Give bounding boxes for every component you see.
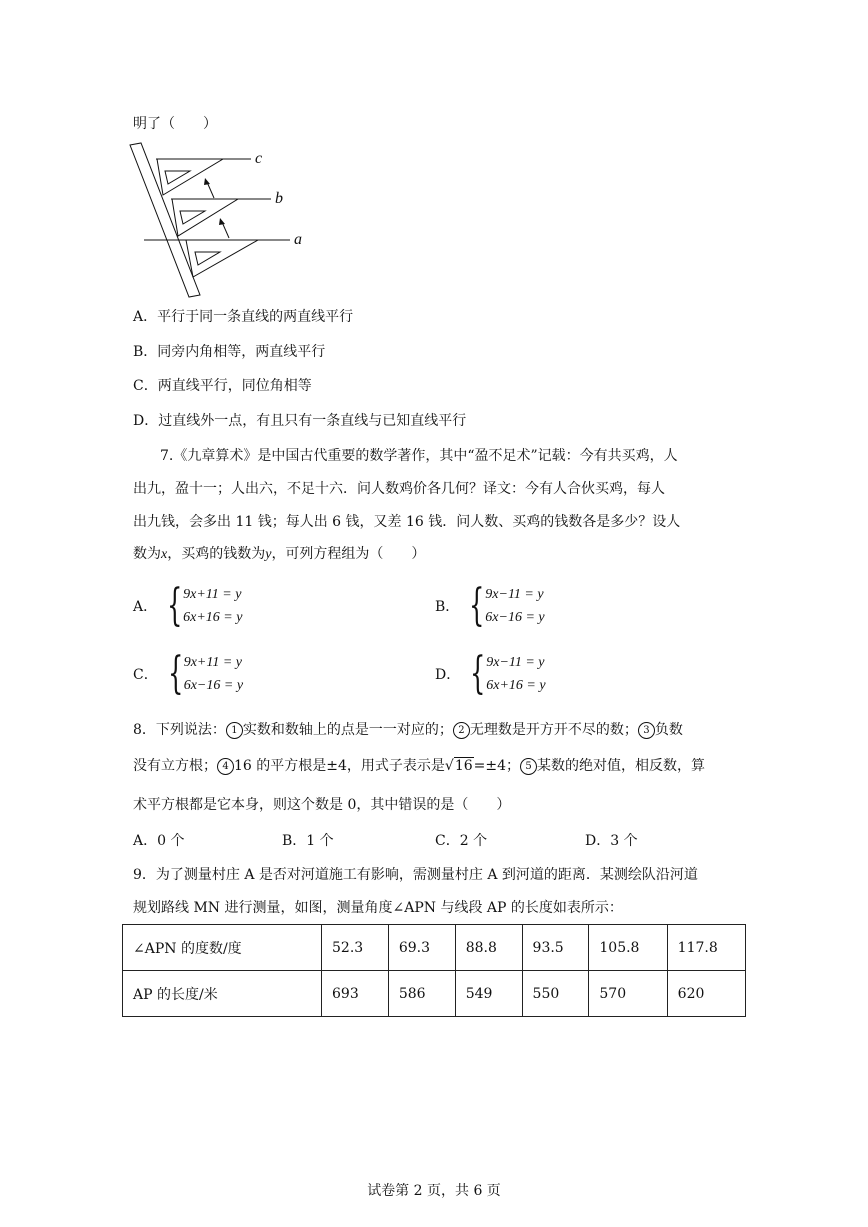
table-cell: 52.3 <box>322 925 389 971</box>
q6-option-b[interactable]: B．同旁内角相等，两直线平行 <box>133 344 326 360</box>
q6-option-d[interactable]: D．过直线外一点，有且只有一条直线与已知直线平行 <box>133 413 467 429</box>
q8-option-c[interactable]: C．2 个 <box>435 833 488 849</box>
label-c: c <box>255 150 263 167</box>
table-cell: 550 <box>522 971 589 1017</box>
label-a: a <box>294 231 302 248</box>
label-b: b <box>275 190 283 207</box>
q7-option-d[interactable]: D． { 9x−11 = y 6x+16 = y <box>435 648 546 699</box>
parallel-lines-figure <box>128 140 318 300</box>
page-footer: 试卷第 2 页，共 6 页 <box>367 1183 501 1199</box>
table-row-header: AP 的长度/米 <box>123 971 322 1017</box>
q9-line-2: 规划路线 MN 进行测量，如图，测量角度∠APN 与线段 AP 的长度如表所示： <box>133 900 623 916</box>
q7-line-4: 数为x，买鸡的钱数为y，可列方程组为（ ） <box>133 546 426 562</box>
table-row-header: ∠APN 的度数/度 <box>123 925 322 971</box>
q8-option-d[interactable]: D．3 个 <box>585 833 638 849</box>
table-cell: 117.8 <box>667 925 745 971</box>
q7-line-1: 7.《九章算术》是中国古代重要的数学著作，其中“盈不足术”记载：今有共买鸡，人 <box>160 448 678 464</box>
q8-line-1: 8．下列说法： 1 实数和数轴上的点是一一对应的； 2 无理数是开方开不尽的数； 3 负数 <box>133 722 683 738</box>
q8-line-2: 没有立方根； 4 16 的平方根是±4，用式子表示是√16=±4； 5 某数的绝对值，相反数，算 <box>133 758 706 774</box>
table-cell: 586 <box>388 971 455 1017</box>
table-cell: 570 <box>589 971 667 1017</box>
table-cell: 693 <box>322 971 389 1017</box>
q8-option-b[interactable]: B．1 个 <box>282 833 334 849</box>
sqrt-symbol: √16 <box>444 758 473 774</box>
measurement-table <box>122 924 746 1017</box>
q7-line-3: 出九钱，会多出 11 钱；每人出 6 钱，又差 16 钱．问人数、买鸡的钱数各是多少？设人 <box>133 514 681 530</box>
q8-option-a[interactable]: A．0 个 <box>133 833 185 849</box>
table-cell: 549 <box>455 971 522 1017</box>
table-cell: 69.3 <box>388 925 455 971</box>
q7-option-b[interactable]: B． { 9x−11 = y 6x−16 = y <box>435 580 545 631</box>
q7-line-2: 出九，盈十一；人出六，不足十六．问人数鸡价各几何？译文：今有人合伙买鸡，每人 <box>133 481 665 497</box>
table-row <box>123 925 746 971</box>
q6-option-a[interactable]: A．平行于同一条直线的两直线平行 <box>133 309 354 325</box>
table-cell: 620 <box>667 971 745 1017</box>
table-row <box>123 971 746 1017</box>
q6-tail: 明了（ ） <box>133 116 217 132</box>
q7-option-a[interactable]: A． { 9x+11 = y 6x+16 = y <box>133 580 243 631</box>
q6-option-c[interactable]: C．两直线平行，同位角相等 <box>133 378 312 394</box>
table-cell: 105.8 <box>589 925 667 971</box>
table-cell: 88.8 <box>455 925 522 971</box>
table-cell: 93.5 <box>522 925 589 971</box>
q7-option-c[interactable]: C． { 9x+11 = y 6x−16 = y <box>133 648 244 699</box>
q8-line-3: 术平方根都是它本身，则这个数是 0，其中错误的是（ ） <box>133 797 511 813</box>
q9-line-1: 9．为了测量村庄 A 是否对河道施工有影响，需测量村庄 A 到河道的距离．某测绘队沿河道 <box>133 867 698 883</box>
